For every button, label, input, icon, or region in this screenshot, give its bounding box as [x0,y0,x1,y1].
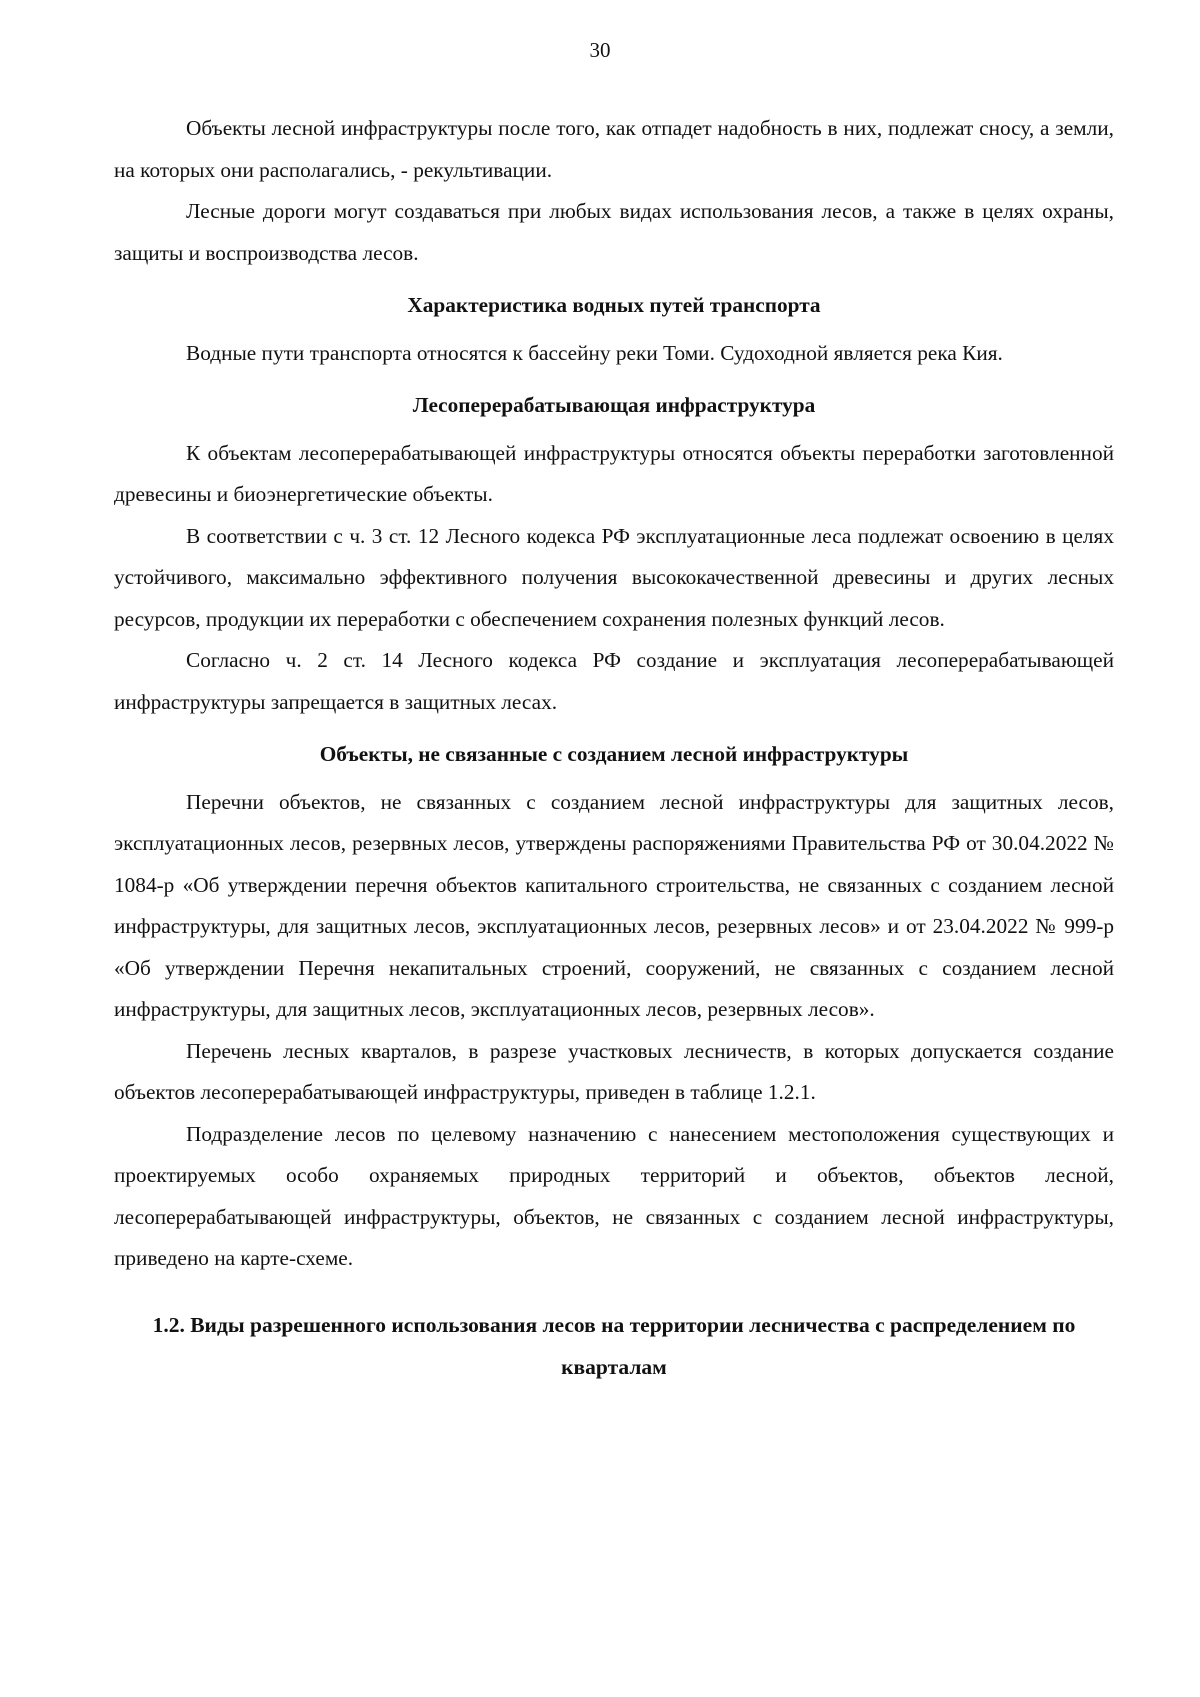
paragraph-lists-of-objects: Перечни объектов, не связанных с созданием лесной инфраструктуры для защитных лесов, эксплуатационных лесов, резервных лесов, утверждены распоряжениями Правительства РФ от 30.04.2022 № 1084-р «Об утверждении перечня объектов капитального строительства, не связанных с созданием лесной инфраструктуры, для защитных лесов, эксплуатационных лесов, резервных лесов» и от 23.04.2022 № 999-р «Об утверждении Перечня некапитальных строений, сооружений, не связанных с созданием лесной инфраструктуры, для защитных лесов, эксплуатационных лесов, резервных лесов». [114,789,1114,1021]
paragraph-processing-objects: К объектам лесоперерабатывающей инфраструктуры относятся объекты переработки заготовленной древесины и биоэнергетические объекты. [114,440,1114,506]
paragraph-waterways: Водные пути транспорта относятся к бассейну реки Томи. Судоходной является река Кия. [186,340,1003,365]
paragraph-map-scheme: Подразделение лесов по целевому назначению с нанесением местоположения существующих и проектируемых особо охраняемых природных территорий и объектов, объектов лесной, лесоперерабатывающей инфраструктуры, объектов, не связанных с созданием лесной инфраструктуры, приведено на карте-схеме. [114,1121,1114,1270]
document-body [114,108,1114,1388]
heading-processing-infrastructure: Лесоперерабатывающая инфраструктура [412,393,816,417]
paragraph-art-14: Согласно ч. 2 ст. 14 Лесного кодекса РФ создание и эксплуатация лесоперерабатывающей инфраструктуры запрещается в защитных лесах. [114,648,1114,714]
heading-unrelated-objects: Объекты, не связанные с созданием лесной инфраструктуры [319,742,909,766]
paragraph-forest-roads: Лесные дороги могут создаваться при любых видах использования лесов, а также в целях охраны, защиты и воспроизводства лесов. [114,199,1114,265]
paragraph-infrastructure-demolition: Объекты лесной инфраструктуры после того, как отпадет надобность в них, подлежат сносу, а земли, на которых они располагались, - рекультивации. [114,116,1114,182]
paragraph-quarters-list: Перечень лесных кварталов, в разрезе участковых лесничеств, в которых допускается создание объектов лесоперерабатывающей инфраструктуры, приведен в таблице 1.2.1. [114,1038,1114,1104]
page-number: 30 [589,38,611,62]
paragraph-art-12: В соответствии с ч. 3 ст. 12 Лесного кодекса РФ эксплуатационные леса подлежат освоению в целях устойчивого, максимально эффективного получения высококачественной древесины и других лесных ресурсов, продукции их переработки с обеспечением сохранения полезных функций лесов. [114,523,1114,631]
heading-waterways: Характеристика водных путей транспорта [407,293,821,317]
section-heading-1-2: 1.2. Виды разрешенного использования лесов на территории лесничества с распределением по кварталам [152,1312,1076,1379]
